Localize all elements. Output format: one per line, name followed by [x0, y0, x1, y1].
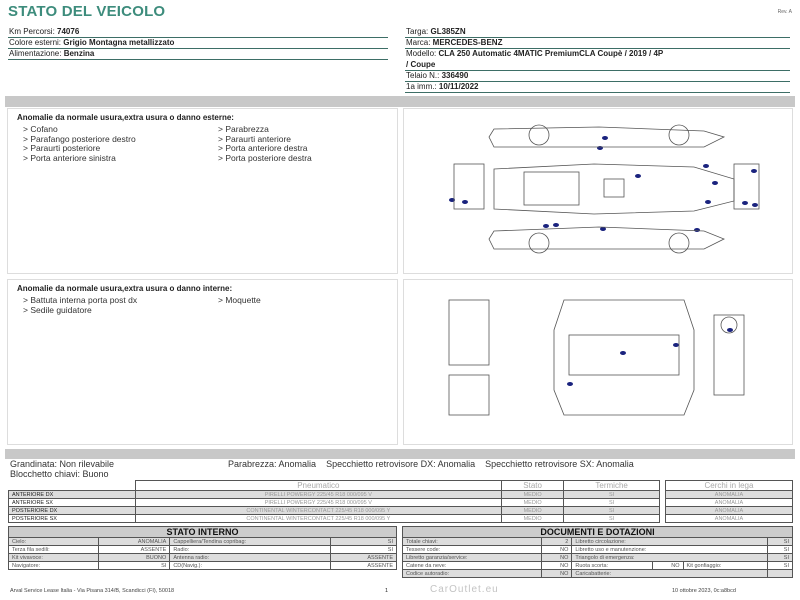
tire-winter: SI [564, 507, 660, 515]
tire-state: MEDIO [501, 499, 563, 507]
tire-position: POSTERIORE DX [9, 507, 136, 515]
info-value: MERCEDES-BENZ [432, 38, 503, 47]
interno-row [9, 562, 397, 570]
item-label: Triangolo di emergenza: [572, 554, 768, 562]
item-value: SI [768, 538, 793, 546]
tire-position: ANTERIORE DX [9, 491, 136, 499]
item-value: NO [541, 554, 572, 562]
damage-item: > Battuta interna porta post dx [23, 295, 138, 305]
damage-item: > Parafango posteriore destro [23, 133, 136, 144]
item-value: SI [768, 562, 793, 570]
item-label: CD(Navig.): [170, 562, 331, 570]
info-telaio [405, 71, 790, 82]
item-label: Antenna radio: [170, 554, 331, 562]
damage-item: > Parabrezza [218, 124, 269, 134]
interior-damage-list [7, 279, 398, 445]
damage-item: > Paraurti anteriore [218, 133, 291, 144]
tire-model: PIRELLI POWERGY 225/45 R18 000/095 V [135, 499, 501, 507]
info-value: GL385ZN [430, 27, 466, 36]
status-right [228, 460, 634, 470]
grandinata-status: Grandinata: Non rilevabile [10, 459, 115, 469]
item-label: Caricabatterie: [572, 570, 768, 578]
tire-winter: SI [564, 515, 660, 523]
rim-state: ANOMALIA [666, 491, 793, 499]
item-label: Libretto uso e manutenzione: [572, 546, 768, 554]
info-modello [405, 49, 790, 60]
item-label: Cappelliera/Tendina copribag: [170, 538, 331, 546]
info-targa [405, 27, 790, 38]
tire-model: CONTINENTAL WINTERCONTACT 225/45 R18 000/095 Y [135, 507, 501, 515]
rim-row [666, 507, 793, 515]
damage-item: > Porta anteriore destra [218, 143, 308, 153]
page-title: STATO DEL VEICOLO [8, 3, 166, 20]
tire-position: ANTERIORE SX [9, 499, 136, 507]
tire-winter: SI [564, 491, 660, 499]
info-label: Targa: [406, 27, 431, 36]
exterior-damage-list [7, 108, 398, 274]
stato-interno-table [8, 526, 397, 570]
tires-table [8, 480, 660, 523]
rim-row [666, 499, 793, 507]
revision: Rev. A [777, 9, 792, 15]
interior-heading: Anomalie da normale usura,extra usura o danno interne: [17, 284, 233, 293]
item-value: NO [541, 570, 572, 578]
divider-bar [5, 96, 795, 107]
item-value: NO [541, 562, 572, 570]
rim-row [666, 515, 793, 523]
item-label: Totale chiavi: [403, 538, 542, 546]
tire-winter: SI [564, 499, 660, 507]
rim-row [666, 491, 793, 499]
item-label: Kit vivavoce: [9, 554, 99, 562]
item-value: 2 [541, 538, 572, 546]
tire-model: CONTINENTAL WINTERCONTACT 225/45 R18 000/095 Y [135, 515, 501, 523]
info-marca [405, 38, 790, 49]
info-label: Km Percorsi: [9, 27, 58, 36]
damage-item: > Moquette [218, 295, 261, 305]
info-value: 336490 [441, 71, 469, 80]
specchietto-sx-status: Specchietto retrovisore SX: Anomalia [485, 459, 634, 469]
documenti-row [403, 562, 793, 570]
status-left [10, 460, 114, 479]
documenti-row [403, 570, 793, 578]
info-label: Alimentazione: [9, 49, 64, 58]
info-value: CLA 250 Automatic 4MATIC PremiumCLA Coupè / 2019 / 4P [438, 49, 664, 58]
damage-item: > Sedile guidatore [23, 304, 92, 315]
documenti-row [403, 546, 793, 554]
item-value: SI [331, 538, 397, 546]
col-header: Termiche [564, 481, 660, 491]
interno-row [9, 546, 397, 554]
watermark-logo: CarOutlet.eu [430, 584, 499, 595]
info-value: / Coupe [406, 60, 436, 69]
rim-state: ANOMALIA [666, 507, 793, 515]
item-label: Terza fila sedili: [9, 546, 99, 554]
info-value: Grigio Montagna metallizzato [63, 38, 175, 47]
blocchetto-status: Blocchetto chiavi: Buono [10, 468, 109, 479]
item-value: SI [768, 554, 793, 562]
item-value [768, 570, 793, 578]
item-value: ASSENTE [331, 554, 397, 562]
damage-item: > Porta posteriore destra [218, 152, 312, 163]
item-value: ANOMALIA [98, 538, 169, 546]
info-alimentazione [8, 49, 388, 60]
info-label: 1a imm.: [406, 82, 439, 91]
item-label: Ruota scorta: [572, 562, 652, 570]
info-label: Marca: [406, 38, 433, 47]
section-title: DOCUMENTI E DOTAZIONI [403, 527, 793, 538]
item-value: SI [768, 546, 793, 554]
item-label: Catene da neve: [403, 562, 542, 570]
rim-state: ANOMALIA [666, 499, 793, 507]
interno-row [9, 538, 397, 546]
car-exterior-diagram [404, 109, 794, 275]
car-interior-diagram [404, 280, 794, 446]
parabrezza-status: Parabrezza: Anomalia [228, 459, 317, 469]
section-title: STATO INTERNO [9, 527, 397, 538]
vehicle-info-right [405, 27, 790, 93]
item-value: NO [652, 562, 683, 570]
tire-model: PIRELLI POWERGY 225/45 R18 000/095 V [135, 491, 501, 499]
info-colore [8, 38, 388, 49]
item-label: Tessere code: [403, 546, 542, 554]
damage-item: > Porta anteriore sinistra [23, 152, 116, 163]
col-header: Pneumatico [135, 481, 501, 491]
documenti-row [403, 554, 793, 562]
item-value: SI [331, 546, 397, 554]
item-label: Libretto garanzia/service: [403, 554, 542, 562]
info-modello-cont [405, 60, 790, 71]
divider-bar [5, 449, 795, 459]
tire-state: MEDIO [501, 491, 563, 499]
info-label: Modello: [406, 49, 439, 58]
tire-row [9, 499, 660, 507]
item-label: Radio: [170, 546, 331, 554]
item-label: Libretto circolazione: [572, 538, 768, 546]
page-number: 1 [385, 588, 389, 594]
exterior-heading: Anomalie da normale usura,extra usura o danno esterne: [17, 113, 234, 122]
tire-state: MEDIO [501, 515, 563, 523]
info-value: 10/11/2022 [438, 82, 479, 91]
tire-row [9, 507, 660, 515]
item-label: Navigatore: [9, 562, 99, 570]
interno-row [9, 554, 397, 562]
documenti-row [403, 538, 793, 546]
interior-car-diagram [403, 279, 793, 445]
item-value: ASSENTE [331, 562, 397, 570]
info-value: Benzina [63, 49, 95, 58]
damage-item: > Paraurti posteriore [23, 143, 101, 153]
item-value: ASSENTE [98, 546, 169, 554]
exterior-car-diagram [403, 108, 793, 274]
tire-row [9, 515, 660, 523]
documenti-table [402, 526, 793, 578]
item-value: BUONO [98, 554, 169, 562]
vehicle-info-left [8, 27, 388, 60]
rims-table [665, 480, 793, 523]
info-immatricolazione [405, 82, 790, 93]
specchietto-dx-status: Specchietto retrovisore DX: Anomalia [326, 459, 476, 469]
footer-address: Arval Service Lease Italia - Via Pisana 314/B, Scandicci (FI), 50018 [10, 588, 175, 594]
info-label: Colore esterni: [9, 38, 64, 47]
info-label: Telaio N.: [406, 71, 442, 80]
col-header: Stato [501, 481, 563, 491]
tire-state: MEDIO [501, 507, 563, 515]
item-label: Kit gonfiaggio: [683, 562, 768, 570]
tire-position: POSTERIORE SX [9, 515, 136, 523]
col-header: Cerchi in lega [666, 481, 793, 491]
item-value: SI [98, 562, 169, 570]
footer-date: 10 ottobre 2023, 0c:a8bcd [672, 588, 736, 594]
info-km [8, 27, 388, 38]
item-value: NO [541, 546, 572, 554]
tire-row [9, 491, 660, 499]
item-label: Cielo: [9, 538, 99, 546]
damage-item: > Cofano [23, 124, 58, 134]
item-label: Codice autoradio: [403, 570, 542, 578]
rim-state: ANOMALIA [666, 515, 793, 523]
info-value: 74076 [57, 27, 80, 36]
